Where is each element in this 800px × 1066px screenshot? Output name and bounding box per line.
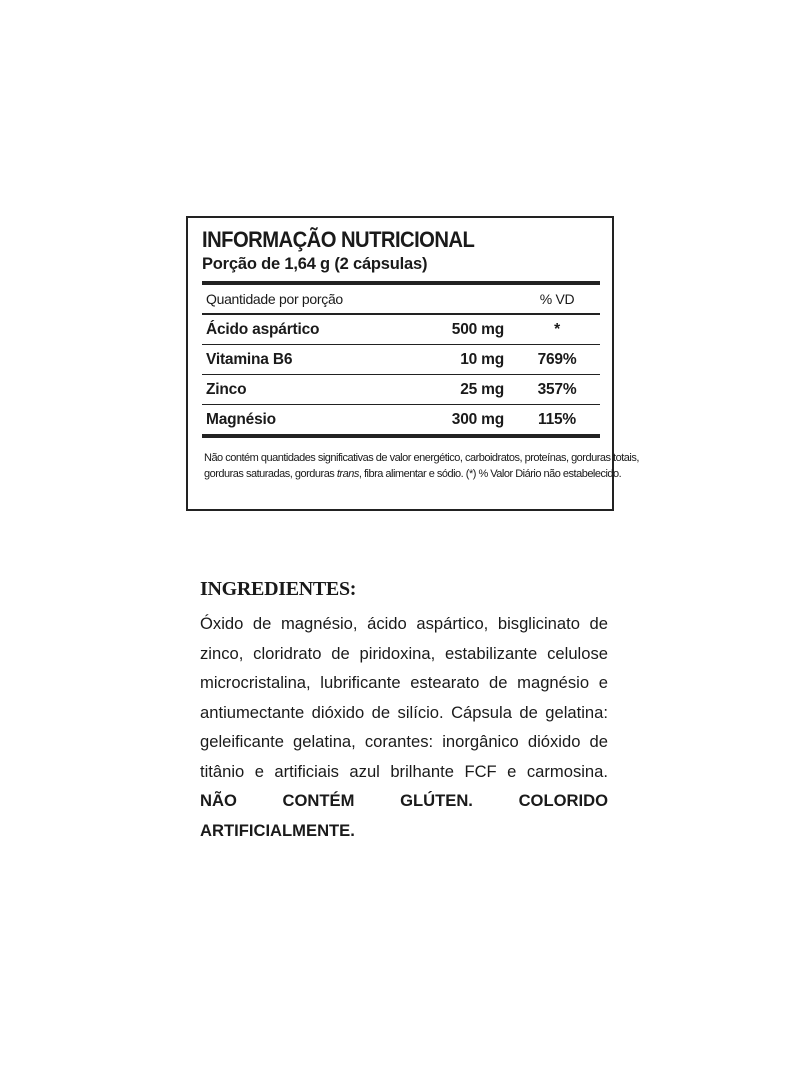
footnote-text: gorduras saturadas, gorduras [204, 468, 337, 480]
nutrient-amount: 300 mg [451, 410, 504, 428]
nutrient-name: Zinco [206, 380, 247, 398]
header-vd-label: % VD [539, 291, 575, 307]
footnote-italic-word: trans [336, 468, 359, 480]
footnote-line-2 [204, 466, 622, 482]
table-row [202, 375, 600, 404]
divider-footer [202, 434, 600, 438]
nutrient-name: Ácido aspártico [206, 320, 320, 338]
nutrient-vd: 115% [538, 410, 576, 428]
footnote-text: , fibra alimentar e sódio. (*) % Valor Diário não estabelecido. [358, 468, 622, 480]
ingredients-list: Óxido de magnésio, ácido aspártico, bisglicinato de zinco, cloridrato de piridoxina, estabilizante celulose microcristalina, lubrificante estearato de magnésio e antiumectante dióxido de silício. Cápsula de gelatina: geleificante gelatina, corantes: inorgânico dióxido de titânio e artificiais azul brilhante FCF e carmosina. [200, 614, 608, 781]
table-header-row [202, 285, 600, 313]
table-row [202, 345, 600, 374]
header-quantity-label: Quantidade por porção [206, 291, 343, 307]
table-row [202, 405, 600, 434]
nutrient-amount: 500 mg [451, 320, 504, 338]
nutrient-vd: 769% [537, 350, 577, 368]
nutrient-vd: 357% [537, 380, 577, 398]
nutrition-title: INFORMAÇÃO NUTRICIONAL [202, 227, 475, 252]
nutrient-vd: * [554, 320, 560, 338]
nutrition-facts-table [186, 216, 639, 511]
footnote-line-1: Não contém quantidades significativas de valor energético, carboidratos, proteínas, gorduras totais, [204, 452, 639, 464]
ingredients-warning: NÃO CONTÉM GLÚTEN. COLORIDO ARTIFICIALMENTE. [200, 791, 608, 840]
nutrient-name: Magnésio [206, 410, 276, 428]
portion-size: Porção de 1,64 g (2 cápsulas) [202, 255, 428, 273]
nutrient-amount: 10 mg [460, 350, 504, 368]
nutrition-footnote [202, 450, 639, 482]
table-row [202, 315, 600, 344]
ingredients-section [200, 578, 608, 845]
nutrient-name: Vitamina B6 [206, 350, 293, 368]
nutrient-amount: 25 mg [460, 380, 504, 398]
ingredients-title: INGREDIENTES: [200, 578, 357, 600]
ingredients-text [200, 609, 608, 845]
